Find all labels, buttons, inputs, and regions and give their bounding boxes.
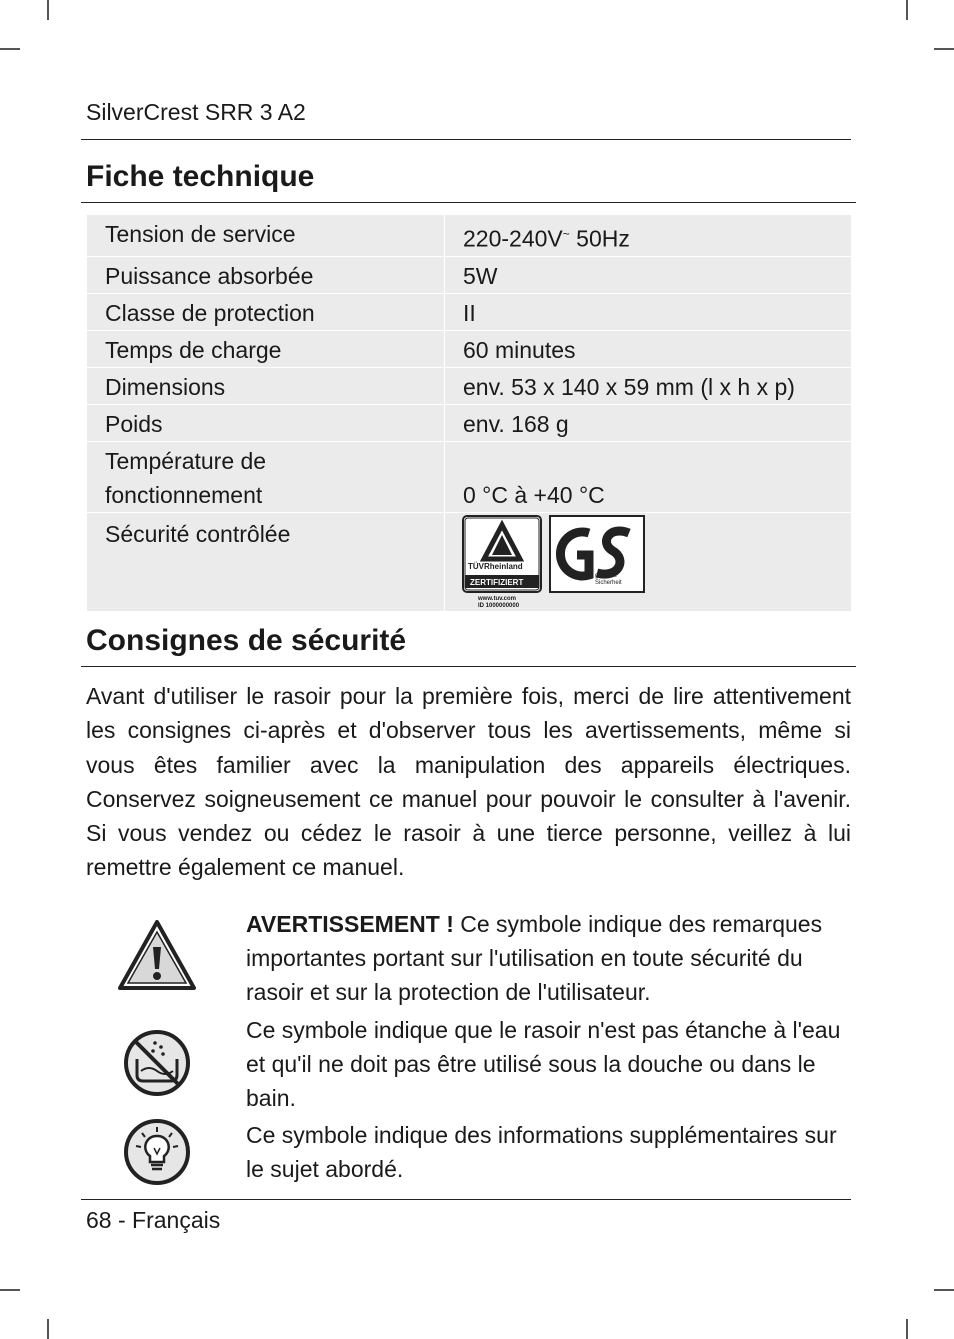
spec-label: Sécurité contrôlée [87, 512, 445, 611]
certification-logos [445, 512, 852, 611]
spec-value: env. 168 g [445, 404, 852, 441]
spec-value: II [445, 293, 852, 330]
safety-intro: Avant d'utiliser le rasoir pour la première fois, merci de lire attentivement les consignes ci-après et d'observer tous les avertissements, même si vous êtes familier avec la manipulation des appareils électriques. Conservez soigneusement ce manuel pour pouvoir le consulter à l'avenir. Si vous vendez ou cédez le rasoir à une tierce personne, veillez à lui remettre également ce manuel. [86, 683, 851, 881]
spec-value: 5W [445, 256, 852, 293]
spec-label: Poids [87, 404, 445, 441]
crop-mark [906, 0, 908, 20]
crop-mark [0, 48, 20, 50]
table-row [87, 215, 852, 257]
table-row [87, 367, 852, 404]
header-rule [81, 139, 851, 140]
spec-value: 60 minutes [445, 330, 852, 367]
crop-mark [47, 1319, 49, 1339]
crop-mark [934, 48, 954, 50]
table-row [87, 512, 852, 611]
spec-label: Température de fonctionnement [87, 441, 445, 512]
crop-mark [906, 1319, 908, 1339]
tuv-url: www.tuv.com [478, 595, 517, 602]
safety-title-rule [81, 666, 856, 667]
spec-value: env. 53 x 140 x 59 mm (l x h x p) [445, 367, 852, 404]
footer-language: - Français [111, 1207, 221, 1233]
crop-mark [47, 0, 49, 20]
tuv-rheinland-logo [462, 515, 542, 593]
lightbulb-icon [123, 1118, 191, 1186]
spec-title-rule [81, 202, 856, 203]
svg-text:TÜVRheinland: TÜVRheinland [468, 561, 523, 571]
table-row [87, 330, 852, 367]
safety-title: Consignes de sécurité [86, 624, 407, 657]
spec-table [86, 214, 852, 612]
symbol-info-text: Ce symbole indique des informations supplémentaires sur le sujet abordé. [246, 1122, 837, 1182]
table-row [87, 404, 852, 441]
spec-value: 220-240V~ 50Hz [445, 215, 852, 257]
symbol-nowater-text: Ce symbole indique que le rasoir n'est pas étanche à l'eau et qu'il ne doit pas être utilisé sous la douche ou dans le bain. [246, 1017, 841, 1111]
table-row [87, 441, 852, 512]
gs-mark-logo [549, 515, 645, 593]
crop-mark [0, 1289, 20, 1291]
spec-title: Fiche technique [86, 160, 315, 193]
spec-label: Tension de service [87, 215, 445, 257]
spec-label: Puissance absorbée [87, 256, 445, 293]
spec-label: Temps de charge [87, 330, 445, 367]
page-footer [86, 1207, 220, 1234]
svg-text:ZERTIFIZIERT: ZERTIFIZIERT [470, 577, 524, 587]
spec-value: 0 °C à +40 °C [445, 441, 852, 512]
warning-triangle-icon [117, 919, 197, 991]
spec-label: Dimensions [87, 367, 445, 404]
table-row [87, 293, 852, 330]
footer-rule [81, 1199, 851, 1200]
symbol-warning-text: AVERTISSEMENT ! Ce symbole indique des remarques importantes portant sur l'utilisation en toute sécurité du rasoir et sur la protection de l'utilisateur. [246, 911, 823, 1005]
tuv-id: ID 1000000000 [478, 602, 520, 609]
running-header: SilverCrest SRR 3 A2 [86, 99, 306, 125]
svg-text:geprüfte: geprüfte [595, 572, 618, 579]
page-number: 68 [86, 1207, 112, 1233]
table-row [87, 256, 852, 293]
no-water-icon [123, 1029, 191, 1097]
crop-mark [934, 1289, 954, 1291]
svg-text:Sicherheit: Sicherheit [595, 579, 622, 586]
spec-label: Classe de protection [87, 293, 445, 330]
